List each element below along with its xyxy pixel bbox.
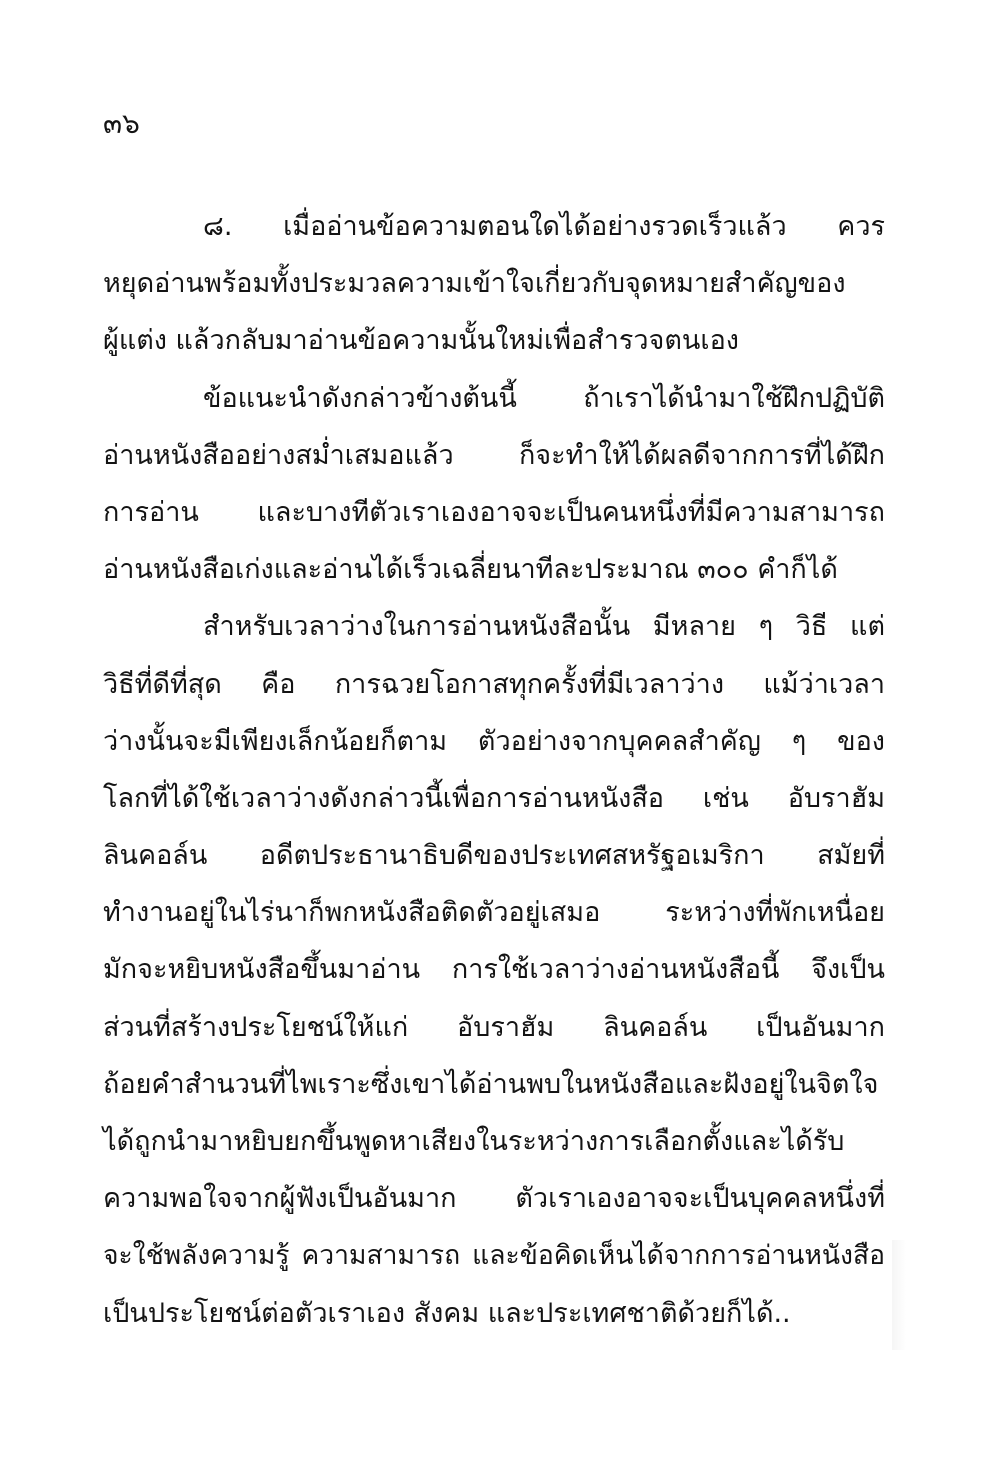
scan-edge-shadow — [892, 1240, 906, 1350]
text-line: สำหรับเวลาว่างในการอ่านหนังสือนั้น มีหลาย ๆ วิธี แต่ — [203, 611, 885, 643]
text-line: ได้ถูกนำมาหยิบยกขึ้นพูดหาเสียงในระหว่างการเลือกตั้งและได้รับ — [103, 1126, 845, 1157]
text-line: หยุดอ่านพร้อมทั้งประมวลความเข้าใจเกี่ยวกับจุดหมายสำคัญของ — [103, 268, 846, 300]
text-line: ข้อแนะนำดังกล่าวข้างต้นนี้ ถ้าเราได้นำมาใช้ฝึกปฏิบัติ — [203, 382, 885, 414]
text-line: ถ้อยคำสำนวนที่ไพเราะซึ่งเขาได้อ่านพบในหนังสือและฝังอยู่ในจิตใจ — [103, 1068, 879, 1100]
text-line: ว่างนั้นจะมีเพียงเล็กน้อยก็ตาม ตัวอย่างจากบุคคลสำคัญ ๆ ของ — [103, 725, 885, 757]
text-line: มักจะหยิบหนังสือขึ้นมาอ่าน การใช้เวลาว่างอ่านหนังสือนี้ จึงเป็น — [103, 954, 885, 986]
text-line: ส่วนที่สร้างประโยชน์ให้แก่ อับราฮัม ลินคอล์น เป็นอันมาก — [103, 1011, 885, 1043]
text-line: ความพอใจจากผู้ฟังเป็นอันมาก ตัวเราเองอาจจะเป็นบุคคลหนึ่งที่ — [103, 1183, 885, 1215]
body-text — [103, 198, 885, 1342]
page-number: ๓๖ — [103, 107, 140, 140]
text-line: เป็นประโยชน์ต่อตัวเราเอง สังคม และประเทศชาติด้วยก็ได้.. — [103, 1297, 791, 1329]
text-line: โลกที่ได้ใช้เวลาว่างดังกล่าวนี้เพื่อการอ่านหนังสือ เช่น อับราฮัม — [103, 782, 885, 814]
text-line: ๘. เมื่ออ่านข้อความตอนใดได้อย่างรวดเร็วแล้ว ควร — [203, 211, 885, 242]
text-line: อ่านหนังสือเก่งและอ่านได้เร็วเฉลี่ยนาทีละประมาณ ๓๐๐ คำก็ได้ — [103, 554, 838, 586]
text-line: ทำงานอยู่ในไร่นาก็พกหนังสือติดตัวอยู่เสมอ ระหว่างที่พักเหนื่อย — [103, 897, 885, 929]
text-line: อ่านหนังสืออย่างสม่ำเสมอแล้ว ก็จะทำให้ได้ผลดีจากการที่ได้ฝึก — [103, 439, 885, 471]
text-line: ลินคอล์น อดีตประธานาธิบดีของประเทศสหรัฐอเมริกา สมัยที่ — [103, 840, 885, 872]
text-line: จะใช้พลังความรู้ ความสามารถ และข้อคิดเห็นได้จากการอ่านหนังสือ — [103, 1240, 885, 1272]
text-line: ผู้แต่ง แล้วกลับมาอ่านข้อความนั้นใหม่เพื่อสำรวจตนเอง — [103, 325, 739, 357]
text-line: การอ่าน และบางทีตัวเราเองอาจจะเป็นคนหนึ่งที่มีความสามารถ — [103, 496, 885, 528]
text-line: วิธีที่ดีที่สุด คือ การฉวยโอกาสทุกครั้งที่มีเวลาว่าง แม้ว่าเวลา — [103, 668, 885, 700]
